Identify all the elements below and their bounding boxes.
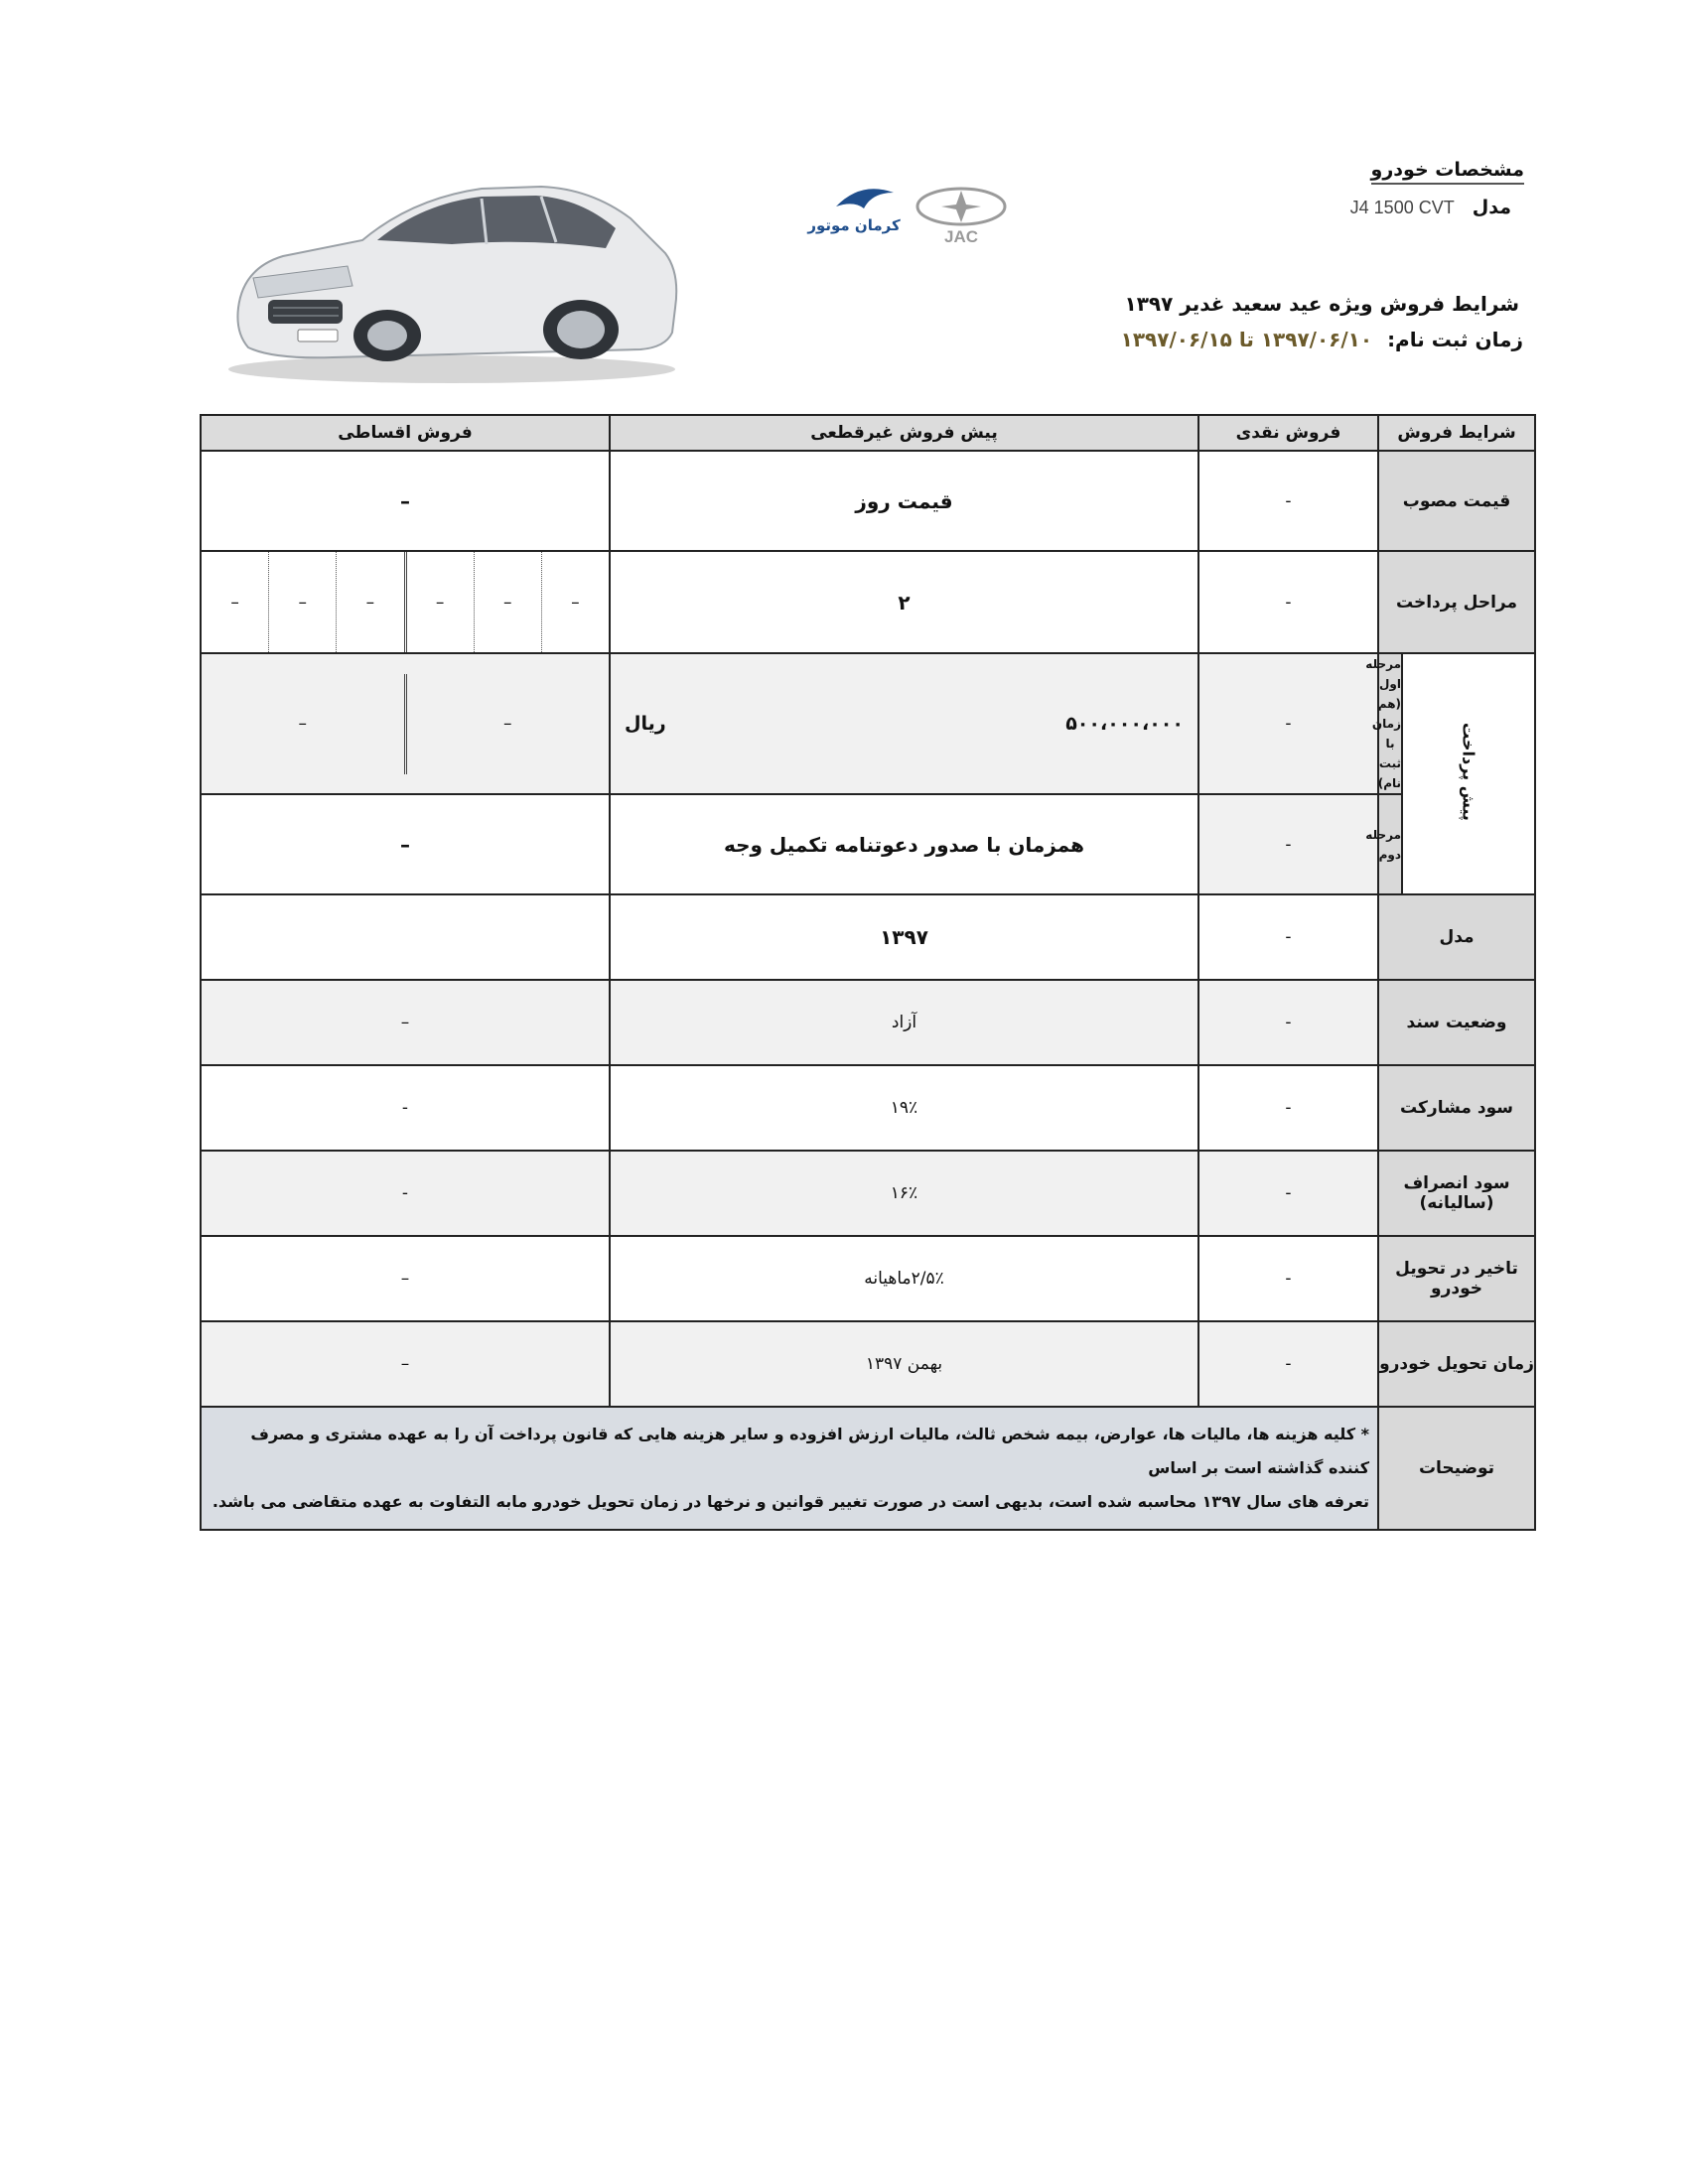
row-label-document-status: وضعیت سند bbox=[1378, 980, 1535, 1065]
cash-approved-price: - bbox=[1198, 451, 1378, 551]
cash-document-status: - bbox=[1198, 980, 1378, 1065]
table-row bbox=[201, 980, 1535, 1065]
installment-payment-stages bbox=[201, 551, 610, 653]
registration-line bbox=[1121, 328, 1523, 351]
kerman-motor-logo bbox=[806, 179, 901, 248]
table-row bbox=[201, 894, 1535, 980]
installment-sub-cell: – bbox=[230, 592, 239, 613]
prepayment-vertical-text: پیش پرداخت bbox=[1459, 722, 1478, 821]
presale-partnership-profit: ۱۹٪ bbox=[610, 1065, 1198, 1151]
presale-approved-price: قیمت روز bbox=[610, 451, 1198, 551]
table-row bbox=[201, 1065, 1535, 1151]
presale-cancellation-profit: ۱۶٪ bbox=[610, 1151, 1198, 1236]
table-row bbox=[201, 794, 1535, 894]
notes-line-1: * کلیه هزینه ها، مالیات ها، عوارض، بیمه شخص ثالث، مالیات ارزش افزوده و سایر هزینه هایی که قانون پرداخت آن را به عهده مشتری و مصرف کننده گذاشته است بر اساس bbox=[250, 1425, 1369, 1477]
installment-approved-price: – bbox=[201, 451, 610, 551]
sale-title: شرایط فروش ویژه عید سعید غدیر ۱۳۹۷ bbox=[1124, 292, 1519, 316]
row-label-cancellation-profit: سود انصراف (سالیانه) bbox=[1378, 1151, 1535, 1236]
row-label-stage-one: مرحله اول (هم زمان با ثبت نام) bbox=[1378, 653, 1402, 794]
cash-payment-stages: - bbox=[1198, 551, 1378, 653]
kerman-logo-text: کرمان موتور bbox=[807, 216, 901, 234]
row-label-approved-price: قیمت مصوب bbox=[1378, 451, 1535, 551]
table-row bbox=[201, 451, 1535, 551]
table-row bbox=[201, 1151, 1535, 1236]
installment-document-status: – bbox=[201, 980, 610, 1065]
installment-partnership-profit: - bbox=[201, 1065, 610, 1151]
presale-stage-two: همزمان با صدور دعوتنامه تکمیل وجه bbox=[610, 794, 1198, 894]
sales-conditions-table bbox=[200, 414, 1536, 1531]
installment-sub-cell: – bbox=[503, 714, 512, 734]
notes-line-2: تعرفه های سال ۱۳۹۷ محاسبه شده است، بدیهی است در صورت تغییر قوانین و نرخها در زمان تحویل خودرو مابه التفاوت به عهده متقاضی می باشد. bbox=[211, 1492, 1369, 1511]
notes-text bbox=[201, 1407, 1378, 1530]
cash-stage-one: - bbox=[1198, 653, 1378, 794]
installment-cancellation-profit: - bbox=[201, 1151, 610, 1236]
installment-delivery-time: – bbox=[201, 1321, 610, 1407]
spec-title: مشخصات خودرو bbox=[1371, 159, 1524, 185]
presale-model: ۱۳۹۷ bbox=[610, 894, 1198, 980]
cash-delivery-time: - bbox=[1198, 1321, 1378, 1407]
installment-sub-cell: – bbox=[268, 552, 336, 652]
registration-dates: ۱۳۹۷/۰۶/۱۰ تا ۱۳۹۷/۰۶/۱۵ bbox=[1120, 328, 1373, 351]
presale-stage-one bbox=[610, 653, 1198, 794]
car-image bbox=[213, 159, 690, 392]
installment-stage-one bbox=[201, 653, 610, 794]
installment-stage-two: – bbox=[201, 794, 610, 894]
model-label: مدل bbox=[1472, 197, 1511, 218]
row-label-partnership-profit: سود مشارکت bbox=[1378, 1065, 1535, 1151]
row-label-stage-two: مرحله دوم bbox=[1378, 794, 1402, 894]
table-row bbox=[201, 1236, 1535, 1321]
row-label-notes: توضیحات bbox=[1378, 1407, 1535, 1530]
cash-partnership-profit: - bbox=[1198, 1065, 1378, 1151]
installment-sub-cell: – bbox=[541, 552, 609, 652]
prepayment-group-label bbox=[1402, 653, 1535, 894]
jac-logo-text: JAC bbox=[943, 227, 979, 246]
jac-logo bbox=[912, 185, 1011, 246]
table-row bbox=[201, 551, 1535, 653]
presale-document-status: آزاد bbox=[610, 980, 1198, 1065]
installment-sub-cell: – bbox=[298, 714, 307, 734]
row-label-payment-stages: مراحل پرداخت bbox=[1378, 551, 1535, 653]
registration-label: زمان ثبت نام: bbox=[1387, 328, 1523, 351]
installment-model bbox=[201, 894, 610, 980]
table-row bbox=[201, 1407, 1535, 1530]
installment-delivery-delay: – bbox=[201, 1236, 610, 1321]
installment-sub-cell: – bbox=[336, 552, 403, 652]
model-line bbox=[1350, 197, 1511, 218]
row-label-model: مدل bbox=[1378, 894, 1535, 980]
presale-delivery-time: بهمن ۱۳۹۷ bbox=[610, 1321, 1198, 1407]
cash-cancellation-profit: - bbox=[1198, 1151, 1378, 1236]
cash-stage-two: - bbox=[1198, 794, 1378, 894]
column-header-conditions: شرایط فروش bbox=[1378, 415, 1535, 451]
installment-sub-cell: – bbox=[435, 592, 445, 613]
presale-stage-one-unit: ریال bbox=[625, 713, 666, 735]
cash-model: - bbox=[1198, 894, 1378, 980]
table-row bbox=[201, 653, 1535, 794]
presale-stage-one-amount: ۵۰۰،۰۰۰،۰۰۰ bbox=[1065, 713, 1184, 735]
column-header-cash: فروش نقدی bbox=[1198, 415, 1378, 451]
presale-delivery-delay: ۲/۵٪ماهیانه bbox=[610, 1236, 1198, 1321]
installment-sub-cell: – bbox=[474, 552, 541, 652]
presale-payment-stages: ۲ bbox=[610, 551, 1198, 653]
column-header-installment: فروش اقساطی bbox=[201, 415, 610, 451]
cash-delivery-delay: - bbox=[1198, 1236, 1378, 1321]
row-label-delivery-delay: تاخیر در تحویل خودرو bbox=[1378, 1236, 1535, 1321]
table-row bbox=[201, 1321, 1535, 1407]
row-label-delivery-time: زمان تحویل خودرو bbox=[1378, 1321, 1535, 1407]
model-value: J4 1500 CVT bbox=[1349, 198, 1455, 217]
column-header-presale: پیش فروش غیرقطعی bbox=[610, 415, 1198, 451]
